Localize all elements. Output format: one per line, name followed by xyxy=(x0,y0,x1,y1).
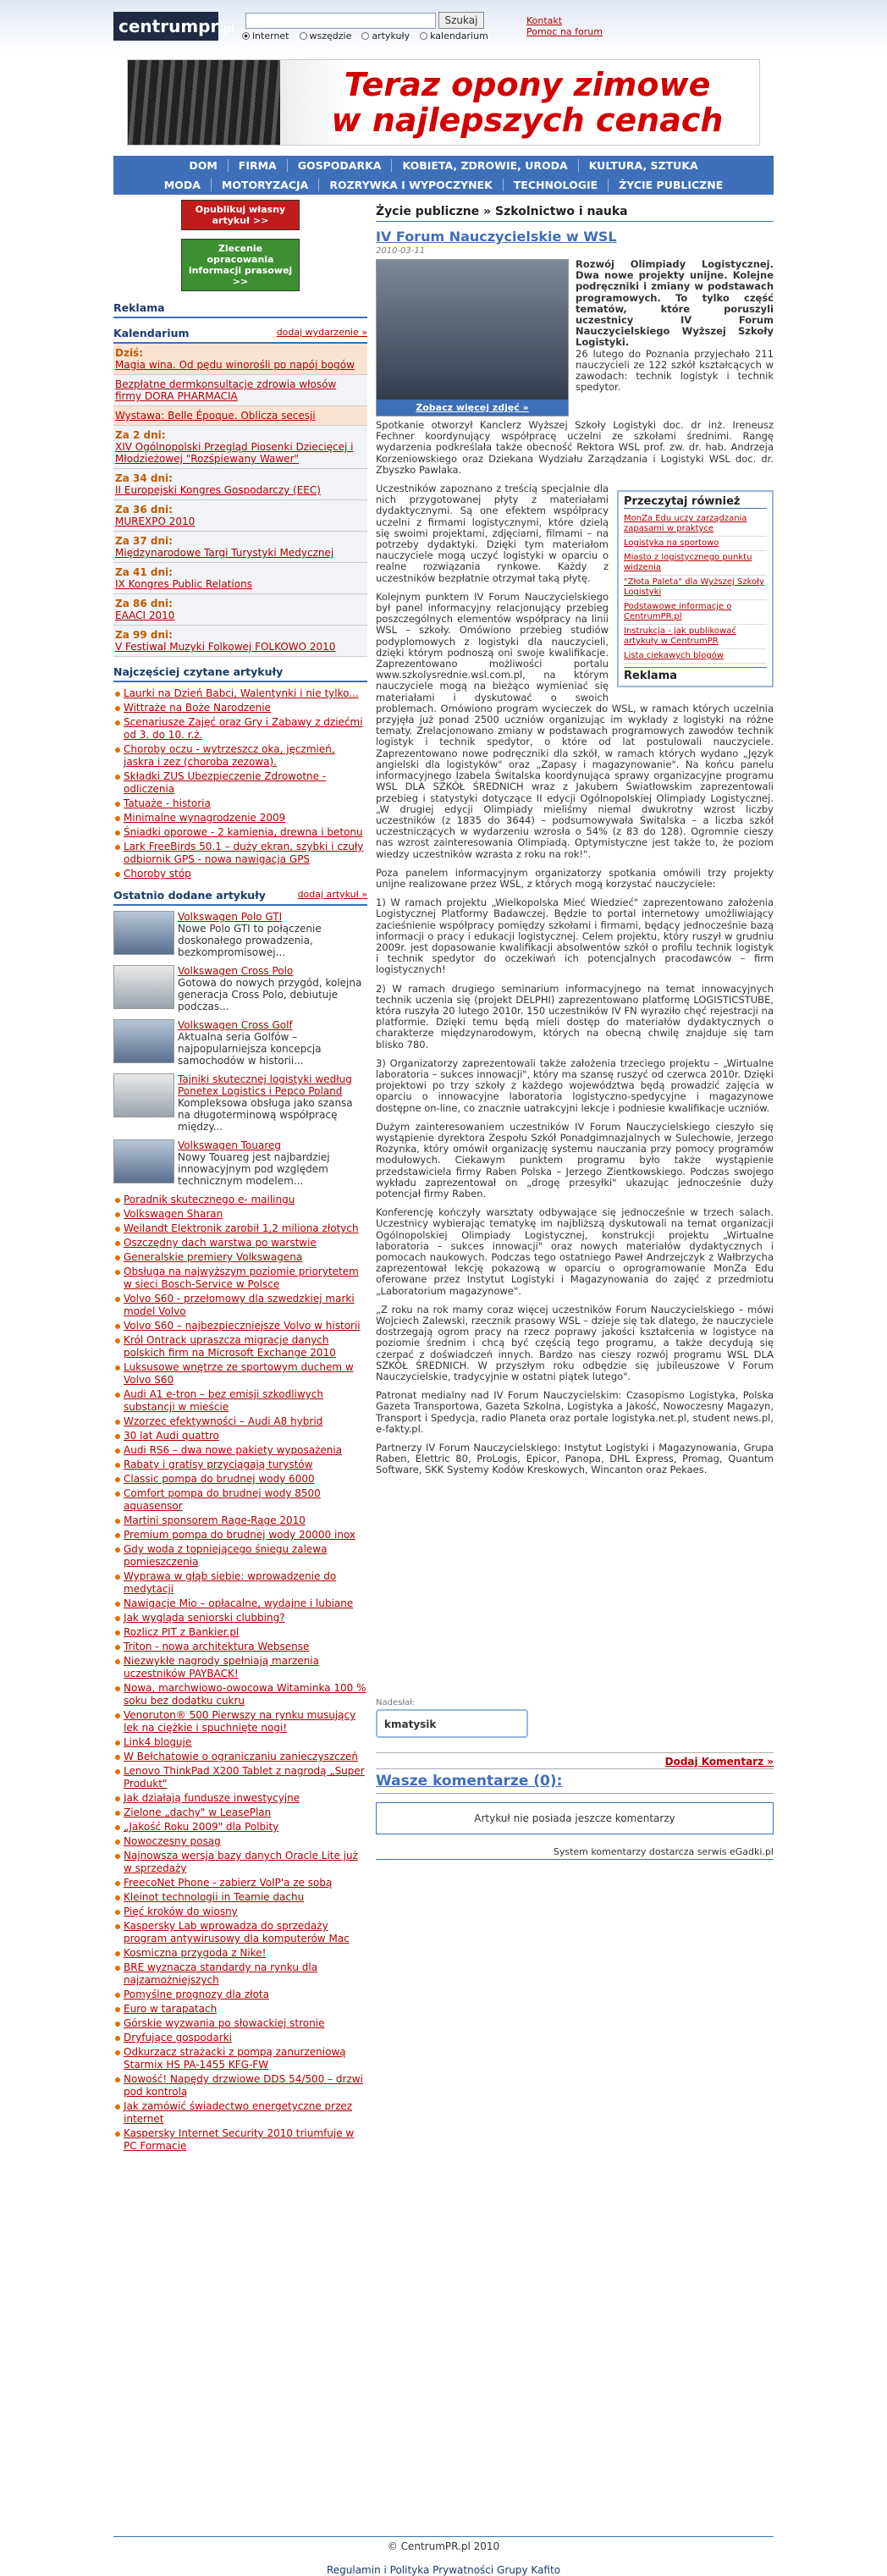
nav-item[interactable]: DOM xyxy=(179,159,228,172)
event-link[interactable]: V Festiwal Muzyki Folkowej FOLKOWO 2010 xyxy=(115,641,336,653)
nav-item[interactable]: GOSPODARKA xyxy=(288,159,393,172)
breadcrumb[interactable]: Życie publiczne » Szkolnictwo i nauka xyxy=(376,205,774,222)
heading-text: Kalendarium xyxy=(113,327,190,339)
recent-article-link[interactable]: Wzorzec efektywności – Audi A8 hybrid xyxy=(124,1415,323,1427)
logo-tld: .pl xyxy=(218,23,235,36)
article-title[interactable]: IV Forum Nauczycielskie w WSL xyxy=(376,229,617,245)
read-also-box xyxy=(617,490,774,687)
popular-article-link[interactable]: Śniadki oporowe - 2 kamienia, drewna i betonu xyxy=(124,826,363,838)
main-nav xyxy=(113,156,774,195)
recent-article-link[interactable]: Generalskie premiery Volkswagena xyxy=(124,1251,303,1263)
list-item xyxy=(113,1626,367,1639)
event-date: Za 86 dni: xyxy=(115,598,173,610)
article-paragraph: 3) Organizatorzy zaprezentowali także założenia trzeciego projektu – „Wirtualne laboratoria – sukces innowacji", który ma szansę ruszyć od czerwca 2010r. Dzięki projektowi po trzy szkoły z każdego województwa będą prowadzić zajęcia w oparciu o innowacyjne laboratoria logistyczno-spedycyjne i magazynowe dostępne on-line, co znacznie uatrakcyjni lekcje i podniesie kwalifikacje uczniów. xyxy=(376,1056,774,1114)
scope-calendar[interactable] xyxy=(420,30,488,41)
list-item xyxy=(113,1736,367,1749)
read-also-link[interactable]: Logistyka na sportowo xyxy=(624,537,767,551)
list-item xyxy=(113,1612,367,1624)
article-paragraph: Konferencję kończyły warsztaty odbywające się jednocześnie w trzech salach. Uczestnicy wybierając tematykę im najbliższą dyskutowali na temat organizacji Ogólnopolskiej Olimpiady Logistycznej, konstrukcji projektu „Wirtualne laboratoria – sukces innowacji" oraz nowych materiałów dydaktycznych i pomocach naukowych. Podczas tego ostatniego Paweł Andrzejczyk z Wałbrzycha zaprezentował lekcję pokazową w oparciu o oprogramowanie MonZa Edu oferowane przez Instytut Logistyki i Magazynowania do zajęć z przedmiotu „Laboratorium magazynowe". xyxy=(376,1206,774,1297)
list-item xyxy=(113,1208,367,1221)
list-item xyxy=(113,2073,367,2099)
more-photos-link[interactable]: Zobacz więcej zdjęć » xyxy=(377,400,568,416)
header xyxy=(0,0,887,52)
article-thumbnail[interactable] xyxy=(113,965,174,1009)
recent-article-link[interactable]: Rabaty i gratisy przyciągają turystów xyxy=(124,1459,313,1470)
article-date: 2010-03-11 xyxy=(376,246,426,256)
recent-article-link[interactable]: Kleinot technologii in Teamie dachu xyxy=(124,1891,305,1903)
recent-article-link[interactable]: Venoruton® 500 Pierwszy na rynku musujący lek na ciężkie i spuchnięte nogi! xyxy=(124,1709,356,1734)
list-item xyxy=(113,1792,367,1805)
recent-article-link[interactable]: Kaspersky Internet Security 2010 triumfuje w PC Formacie xyxy=(124,2127,355,2152)
ad-banner[interactable] xyxy=(127,59,760,146)
article-text xyxy=(178,965,367,1012)
list-item xyxy=(113,687,367,700)
list-item xyxy=(113,2046,367,2071)
nav-item[interactable]: TECHNOLOGIE xyxy=(504,179,609,191)
scope-internet[interactable] xyxy=(242,30,289,41)
no-comments-message: Artykuł nie posiada jeszcze komentarzy xyxy=(376,1802,774,1834)
list-item xyxy=(113,1459,367,1471)
list-item xyxy=(113,1415,367,1428)
article-text xyxy=(178,1073,367,1133)
event-link[interactable]: MUREXPO 2010 xyxy=(115,516,196,527)
scope-label: internet xyxy=(252,30,289,41)
nav-item[interactable]: ŻYCIE PUBLICZNE xyxy=(619,179,724,191)
read-also-link[interactable]: Instrukcja - jak publikować artykuły w CentrumPR xyxy=(624,625,767,649)
article-thumbnail[interactable] xyxy=(113,1139,174,1183)
calendar-event xyxy=(113,500,367,532)
event-date: Za 2 dni: xyxy=(115,429,166,441)
calendar-event xyxy=(113,626,367,657)
list-item xyxy=(113,1709,367,1735)
banner-text xyxy=(307,67,747,138)
recent-article-link[interactable]: Górskie wyzwania po słowackiej stronie xyxy=(124,2017,325,2029)
heading-text: Najczęściej czytane artykuły xyxy=(113,665,284,678)
banner-line: Teraz opony zimowe xyxy=(344,66,711,103)
comments-section xyxy=(376,1752,774,1860)
article-paragraph: Dużym zainteresowaniem uczestników IV Forum Nauczycielskiego cieszyło się wystąpienie dyrektora Zespołu Szkół Ponadgimnazjalnych w Sulechowie, Jerzego Rozynka, który omówił organizację systemu nauczania przy pomocy programów modułowych. Ciekawym punktem programu było także wystąpienie przedstawiciela firmy Raben Polska – Jerzego Zientkowskiego. Podczas swojego wykładu zaprezentował on „drogę przesyłki" ukazując jednocześnie duży potencjał firmy Raben. xyxy=(376,1120,774,1200)
list-item xyxy=(113,1850,367,1875)
article-paragraph: Kolejnym punktem IV Forum Nauczycielskiego był panel informacyjny relacjonujący przebieg poszczególnych elementów współpracy na linii WSL – szkoły. Omówiono przebieg studiów podyplomowych z logistyki dla nauczycieli, dzięki którym podnoszą oni swoje kwalifikacje. Zaprezentowano możliwości portalu www.szkolysrednie.wsl.com.pl, na którym nauczyciele mogą na bieżąco wymieniać się materiałami i dyskutować o swoich problemach. Omówiono program wycieczek do WSL, w ramach których uczelnia przyjęła już ponad 2500 uczniów organizując im wykłady z logistyki na różne tematy. Zrelacjonowano zmiany w podstawach programowych zawodów technik logistyk i technik spedytor, o które od lat postulowali nauczyciele. Zaprezentowano nowe podręczniki dla szkół, w ramach których wydano „Język angielski dla logistyków" oraz „Zapasy i magazynowanie". Na końcu panelu informacyjnego Izabela Świtalska koordynująca sprawy organizacyjne programu WSL DLA SZKÓŁ ŚREDNICH wraz z Jakubem Światłowskim zaprezentowali przebieg i statystyki dotyczące II edycji Ogólnopolskiej Olimpiady Logistycznej. „W drugiej edycji Olimpiady mieliśmy niemal dwukrotny wzrost liczby uczestników (z 1835 do 3644) – podsumowywała Świtalska – a liczba szkół uczestniczących w wydarzeniu wzrosła o 54% (z 83 do 128). Ogromnie cieszy nas wzrost zainteresowania Olimpiadą. Optymistyczne jest także to, że poziom wiedzy uczestników wzrasta z roku na rok!". xyxy=(376,590,774,860)
article-paragraph: Spotkanie otworzył Kanclerz Wyższej Szkoły Logistyki doc. dr inż. Ireneusz Fechner koordynujący współpracę uczelni ze szkołami średnimi. Rangę wydarzenia podkreślała także obecność Rektora WSL prof. zw. dr. hab. Andrzeja Korzeniowskiego oraz Dziekana Wydziału Zarządzania i Logistyki WSL doc. dr. Zbyszko Pawlaka. xyxy=(376,419,774,476)
list-item xyxy=(113,2017,367,2030)
recent-article-link[interactable]: Najnowsza wersja bazy danych Oracle Lite już w sprzedaży xyxy=(124,1850,358,1874)
banner-line: w najlepszych cenach xyxy=(331,102,724,139)
article-thumbnail[interactable] xyxy=(113,1073,174,1117)
section-recent-heading xyxy=(113,887,367,906)
list-item xyxy=(113,1906,367,1918)
recent-article-link[interactable]: Król Ontrack upraszcza migracje danych polskich firm na Microsoft Exchange 2010 xyxy=(124,1334,336,1359)
list-item xyxy=(113,1807,367,1819)
recent-article-link[interactable]: Premium pompa do brudnej wody 20000 inox xyxy=(124,1529,356,1541)
list-item xyxy=(113,1751,367,1763)
list-item xyxy=(113,1682,367,1707)
footer xyxy=(113,2536,774,2576)
article-paragraph: Poza panelem informacyjnym organizatorzy spotkania omówili trzy projekty unijne realizowane przez WSL, z których mogą korzystać nauczyciele: xyxy=(376,866,774,890)
popular-article-link[interactable]: Choroby stóp xyxy=(124,868,191,880)
recent-article-link[interactable]: Jak wygląda seniorski clubbing? xyxy=(124,1612,285,1624)
add-comment-link[interactable]: Dodaj Komentarz » xyxy=(664,1756,774,1768)
event-link[interactable]: II Europejski Kongres Gospodarczy (EEC) xyxy=(115,484,321,496)
scope-everywhere[interactable] xyxy=(300,30,352,41)
scope-articles[interactable] xyxy=(361,30,410,41)
scope-label: kalendarium xyxy=(430,30,488,41)
list-item xyxy=(113,812,367,825)
list-item xyxy=(113,1877,367,1889)
recent-article-link[interactable]: Audi A1 e-tron – bez emisji szkodliwych substancji w mieście xyxy=(124,1388,323,1413)
heading-text: Ostatnio dodane artykuły xyxy=(113,889,266,902)
comments-title: Wasze komentarze (0): xyxy=(376,1773,774,1794)
article-title-link[interactable]: Volkswagen Cross Polo xyxy=(178,965,294,977)
section-calendar-heading xyxy=(113,325,367,344)
list-item xyxy=(113,2100,367,2126)
read-also-link[interactable]: Podstawowe informacje o CentrumPR.pl xyxy=(624,600,767,625)
recent-article-link[interactable]: W Bełchatowie o ograniczaniu zanieczyszczeń xyxy=(124,1751,359,1762)
article-desc: Gotowa do nowych przygód, kolejna generacja Cross Polo, debiutuje podczas... xyxy=(178,977,362,1012)
logo-text: centrumpr xyxy=(118,16,219,36)
popular-article-link[interactable]: Scenariusze Zajęć oraz Gry i Zabawy z dziećmi od 3. do 10. r.ż. xyxy=(124,716,363,741)
list-item xyxy=(113,1388,367,1414)
list-item xyxy=(113,1237,367,1249)
read-also-link[interactable]: MonZa Edu uczy zarządzania zapasami w praktyce xyxy=(624,512,767,537)
recent-article-link[interactable]: Volkswagen Sharan xyxy=(124,1208,223,1220)
article-title-link[interactable]: Volkswagen Polo GTI xyxy=(178,911,283,923)
recent-article-link[interactable]: Zielone „dachy" w LeasePlan xyxy=(124,1807,272,1818)
list-item xyxy=(113,1655,367,1680)
recent-article-link[interactable]: Nawigacje Mio – opłacalne, wydajne i lubiane xyxy=(124,1597,354,1609)
copyright: © CentrumPR.pl 2010 xyxy=(113,2536,774,2552)
article-text xyxy=(178,1139,367,1187)
recent-article-link[interactable]: Volvo S60 – najbezpieczniejsze Volvo w historii xyxy=(124,1320,361,1332)
author-name[interactable]: kmatysik xyxy=(376,1709,528,1738)
heading-text: Reklama xyxy=(113,301,165,314)
calendar-event xyxy=(113,344,367,375)
author-label: Nadesłał: xyxy=(376,1698,416,1707)
list-item xyxy=(113,2127,367,2153)
recent-article-link[interactable]: Nowa, marchwiowo-owocowa Witaminka 100 % soku bez dodatku cukru xyxy=(124,1682,366,1707)
article-paragraph: Patronat medialny nad IV Forum Nauczycielskim: Czasopismo Logistyka, Polska Gazeta Transportowa, Gazeta Szkolna, Logistyka a Jakość, Nowoczesny Magazyn, Transport i Spedycja, radio Planeta oraz portale logistyka.net.pl, student news.pl, e-fakty.pl. xyxy=(376,1389,774,1435)
recent-article-link[interactable]: Odkurzacz strażacki z pompą zanurzeniową Starmix HS PA-1455 KFG-FW xyxy=(124,2046,346,2071)
article-desc: Nowy Touareg jest najbardziej innowacyjnym pod względem technicznym modelem... xyxy=(178,1151,330,1187)
recent-article-link[interactable]: Gdy woda z topniejącego śniegu zalewa pomieszczenia xyxy=(124,1543,328,1568)
list-item xyxy=(113,1529,367,1542)
recent-article-link[interactable]: Pomyślne prognozy dla złota xyxy=(124,1989,269,2000)
list-item xyxy=(113,716,367,742)
nav-item[interactable]: ROZRYWKA I WYPOCZYNEK xyxy=(319,179,503,191)
list-item xyxy=(113,1444,367,1457)
radio-icon xyxy=(242,32,250,40)
recent-article xyxy=(113,965,367,1012)
popular-article-link[interactable]: Tatuaże - historia xyxy=(124,797,211,809)
radio-icon xyxy=(361,32,369,40)
recent-article-link[interactable]: Obsługa na najwyższym poziomie priorytetem w sieci Bosch-Service w Polsce xyxy=(124,1266,359,1290)
popular-article-link[interactable]: Minimalne wynagrodzenie 2009 xyxy=(124,812,286,824)
recent-article-link[interactable]: Luksusowe wnętrze ze sportowym duchem w Volvo S60 xyxy=(124,1361,354,1386)
recent-article xyxy=(113,1139,367,1187)
recent-article-link[interactable]: BRE wyznacza standardy na rynku dla najzamożniejszych xyxy=(124,1961,318,1986)
event-date: Dziś: xyxy=(115,347,143,359)
recent-article-link[interactable]: Weilandt Elektronik zarobił 1,2 miliona złotych xyxy=(124,1222,359,1234)
left-sidebar xyxy=(113,200,367,2154)
recent-article-link[interactable]: Poradnik skutecznego e- mailingu xyxy=(124,1194,295,1205)
section-ads-heading xyxy=(113,300,367,318)
read-also-title: Przeczytaj również xyxy=(624,495,767,509)
author-box xyxy=(376,1698,774,1738)
list-item xyxy=(113,770,367,796)
contact-link[interactable]: Kontakt xyxy=(526,15,563,26)
list-item xyxy=(113,1947,367,1960)
section-popular-heading xyxy=(113,664,367,682)
recent-article-link[interactable]: Lenovo ThinkPad X200 Tablet z nagrodą „Super Produkt" xyxy=(124,1765,365,1790)
recent-article xyxy=(113,1073,367,1133)
event-link[interactable]: EAACI 2010 xyxy=(115,610,175,621)
recent-article-link[interactable]: 30 lat Audi quattro xyxy=(124,1430,219,1442)
nav-item[interactable]: MOTORYZACJA xyxy=(212,179,319,191)
recent-article-link[interactable]: Jak działają fundusze inwestycyjne xyxy=(124,1792,300,1804)
recent-article-link[interactable]: „Jakość Roku 2009" dla Polbity xyxy=(124,1821,279,1833)
read-also-link[interactable]: Lista ciekawych blogów xyxy=(624,649,767,664)
recent-article xyxy=(113,911,367,958)
recent-article-link[interactable]: Jak zamówić świadectwo energetyczne przez internet xyxy=(124,2100,353,2125)
article-title-link[interactable]: Tajniki skutecznej logistyki według Ponetex Logistics i Pepco Poland xyxy=(178,1073,352,1097)
list-item xyxy=(113,1765,367,1790)
calendar-event xyxy=(113,426,367,469)
recent-article-link[interactable]: Rozlicz PIT z Bankier.pl xyxy=(124,1626,240,1638)
event-date: Za 41 dni: xyxy=(115,566,173,578)
recent-article-link[interactable]: Dryfujące gospodarki xyxy=(124,2032,232,2044)
scope-label: artykuły xyxy=(372,30,410,41)
nav-item[interactable]: FIRMA xyxy=(229,159,288,172)
tires-image xyxy=(128,60,280,146)
list-item xyxy=(113,1266,367,1291)
list-item xyxy=(113,743,367,769)
search-input[interactable] xyxy=(245,13,436,29)
main-content xyxy=(376,200,774,1484)
list-item xyxy=(113,1514,367,1527)
list-item xyxy=(113,1543,367,1569)
calendar-event xyxy=(113,406,367,426)
recent-article-link[interactable]: Wyprawa w głąb siebie: wprowadzenie do medytacji xyxy=(124,1570,337,1595)
article-text xyxy=(178,911,367,958)
read-also-link[interactable]: Miasto z logistycznego punktu widzenia xyxy=(624,551,767,576)
list-item xyxy=(113,841,367,866)
recent-article-link[interactable]: Nowoczesny posag xyxy=(124,1835,221,1847)
article-title-link[interactable]: Volkswagen Cross Golf xyxy=(178,1019,293,1031)
article-paragraph: Partnerzy IV Forum Nauczycielskiego: Instytut Logistyki i Magazynowania, Grupa Raben, Elettric 80, ProLogis, Epicor, Panopa, DHL Express, Promag, Quantum Software, SKK Systemy Kodów Kreskowych, Wincanton oraz Pekaes. xyxy=(376,1442,774,1476)
list-item xyxy=(113,1961,367,1987)
recent-article-link[interactable]: Nowość! Napędy drzwiowe DDS 54/500 – drzwi pod kontrolą xyxy=(124,2073,363,2098)
search-button[interactable]: Szukaj xyxy=(438,12,484,29)
nav-item[interactable]: KOBIETA, ZDROWIE, URODA xyxy=(392,159,578,172)
article-thumbnail[interactable] xyxy=(113,911,174,955)
recent-article-link[interactable]: Audi RS6 – dwa nowe pakiety wyposażenia xyxy=(124,1444,343,1456)
recent-article-link[interactable]: Link4 blogujе xyxy=(124,1736,192,1748)
popular-article-link[interactable]: Choroby oczu - wytrzeszcz oka, jęczmień, jaskra i zez (choroba zezowa). xyxy=(124,743,335,768)
site-logo[interactable] xyxy=(113,12,235,41)
event-link[interactable]: Bezpłatne dermkonsultacje zdrowia włosów firmy DORA PHARMACIA xyxy=(115,378,337,402)
list-item xyxy=(113,797,367,810)
list-item xyxy=(113,1570,367,1596)
recent-article-link[interactable]: Volvo S60 - przełomowy dla szwedzkiej marki model Volvo xyxy=(124,1293,355,1317)
event-link[interactable]: Magia wina. Od pędu winorośli po napój bogów xyxy=(115,359,355,371)
event-date: Za 99 dni: xyxy=(115,629,173,641)
event-date: Za 36 dni: xyxy=(115,504,173,516)
popular-article-link[interactable]: Wittraże na Boże Narodzenie xyxy=(124,702,271,714)
list-item xyxy=(113,1361,367,1387)
list-item xyxy=(113,1835,367,1848)
article-paragraph: Uczestników zapoznano z treścią specjalnie dla nich przygotowanej płyty z materiałami dydaktycznymi. Są one efektem współpracy uczelni z firmami logistycznymi, które dzielą się swoimi projektami, zdjęciami, filmami – na potrzeby dydaktyki. Dzięki tym materiałom nauczyciele mogą uczyć logistyki w oparciu o realne rozwiązania rynkowe. Każdy z uczestników bezpłatnie otrzymał taką płytę. xyxy=(376,483,609,584)
list-item xyxy=(113,1821,367,1834)
event-link[interactable]: IX Kongres Public Relations xyxy=(115,578,252,590)
comments-provider[interactable]: System komentarzy dostarcza serwis eGadki.pl xyxy=(376,1846,774,1860)
recent-article-link[interactable]: Niezwykłe nagrody spełniają marzenia uczestników PAYBACK! xyxy=(124,1655,319,1680)
event-date: Za 37 dni: xyxy=(115,535,173,547)
list-item xyxy=(113,1251,367,1264)
recent-article-link[interactable]: Classic pompa do brudnej wody 6000 xyxy=(124,1473,315,1485)
list-item xyxy=(113,1430,367,1442)
article-title-link[interactable]: Volkswagen Touareg xyxy=(178,1139,282,1151)
order-press-release-button[interactable]: Zlecenie opracowania informacji prasowej >> xyxy=(181,239,300,291)
list-item xyxy=(113,1473,367,1486)
list-item xyxy=(113,2032,367,2044)
event-link[interactable]: XIV Ogólnopolski Przegląd Piosenki Dziecięcej i Młodzieżowej "Rozśpiewany Wawer" xyxy=(115,441,354,465)
list-item xyxy=(113,1320,367,1332)
list-item xyxy=(113,1891,367,1904)
article-desc: Nowe Polo GTI to połączenie doskonałego prowadzenia, bezkompromisowej... xyxy=(178,923,322,958)
read-also-link[interactable]: "Złota Paleta" dla Wyższej Szkoły Logistyki xyxy=(624,576,767,600)
footer-links[interactable]: Regulamin i Polityka Prywatności Grupy Kafito xyxy=(326,2564,561,2576)
list-item xyxy=(113,1222,367,1235)
event-link[interactable]: Wystawa: Belle Époque. Oblicza secesji xyxy=(115,410,316,422)
event-date: Za 34 dni: xyxy=(115,472,173,484)
nav-item[interactable]: KULTURA, SZTUKA xyxy=(588,159,698,172)
list-item xyxy=(113,1989,367,2001)
list-item xyxy=(113,1334,367,1360)
article-desc: Aktualna seria Golfów – najpopularniejsza koncepcja samochodów w historii... xyxy=(178,1031,322,1067)
popular-article-link[interactable]: Laurki na Dzień Babci, Walentynki i nie tylko... xyxy=(124,687,359,699)
top-links xyxy=(526,15,603,37)
recent-article-link[interactable]: FreecoNet Phone - zabierz VoIP'a ze sobą xyxy=(124,1877,333,1889)
read-also-ads: Reklama xyxy=(624,667,767,682)
popular-article-link[interactable]: Składki ZUS Ubezpieczenie Zdrowotne - odliczenia xyxy=(124,770,327,795)
article-paragraph: 1) W ramach projektu „Wielkopolska Mieć Wiedzieć" zaprezentowano założenia Logistycznej Platformy Badawczej. Będzie to portal internetowy umożliwiający zacieśnienie współpracy pomiędzy szkołami i firmami, będący jednocześnie bazą informacji o pracy i edukacji logistycznej. Celem projektu, który ruszył w grudniu 2009r. jest dopasowanie kwalifikacji absolwentów szkół o profilu technik logistyk i technik spedytor do oczekiwań ich potencjalnych pracodawców – firm logistycznych! xyxy=(376,896,774,976)
recent-article-link[interactable]: Oszczędny dach warstwa po warstwie xyxy=(124,1237,317,1249)
article-lead2: 26 lutego do Poznania przyjechało 211 nauczycieli ze 122 szkół kształcących w zawodach: technik logistyk i technik spedytor. xyxy=(576,347,774,394)
popular-article-link[interactable]: Lark FreeBirds 50.1 – duży ekran, szybki i czuły odbiornik GPS - nowa nawigacja GPS xyxy=(124,841,364,865)
article-desc: Kompleksowa obsługa jako szansa na długoterminową współpracę między... xyxy=(178,1097,353,1133)
list-item xyxy=(113,2003,367,2016)
article-lead: Rozwój Olimpiady Logistycznej. Dwa nowe projekty unijne. Kolejne podręczniki i zmiany w podstawach programowych. To tylko część tematów, które poruszyli uczestnicy IV Forum Nauczycielskiego Wyższej Szkoły Logistyki. xyxy=(576,258,774,349)
article-text xyxy=(178,1019,367,1067)
article-photo[interactable] xyxy=(376,259,569,416)
recent-article-link[interactable]: Martini sponsorem Rage-Rage 2010 xyxy=(124,1514,306,1526)
calendar-event xyxy=(113,594,367,626)
calendar-event xyxy=(113,532,367,563)
event-link[interactable]: Międzynarodowe Targi Turystyki Medycznej xyxy=(115,547,334,559)
recent-article-link[interactable]: Euro w tarapatach xyxy=(124,2003,218,2015)
calendar-event xyxy=(113,375,367,406)
list-item xyxy=(113,1597,367,1610)
search-scope-options xyxy=(242,30,488,41)
list-item xyxy=(113,826,367,839)
radio-icon xyxy=(300,32,307,40)
list-item xyxy=(113,1194,367,1206)
article-thumbnail[interactable] xyxy=(113,1019,174,1063)
article-paragraph: „Z roku na rok mamy coraz więcej uczestników Forum Nauczycielskiego – mówi Wojciech Zalewski, rzecznik prasowy WSL – dzieje się tak dlatego, że nauczyciele dostrzegają ogrom pracy na rzecz poprawy jakości kształcenia w logistyce na poziomie średnim i chcą być częścią tego programu, a także decydują się czerpać z doświadczeń innych. Bardzo nas cieszy rozwój programu WSL DLA SZKÓŁ ŚREDNICH. W przyszłym roku odbędzie się jubileuszowe V Forum Nauczycielskie, tradycyjnie w ostatni piątek lutego". xyxy=(376,1303,774,1383)
calendar-event xyxy=(113,469,367,500)
list-item xyxy=(113,1293,367,1318)
add-article-link[interactable]: dodaj artykuł » xyxy=(297,889,367,900)
calendar-event xyxy=(113,563,367,594)
recent-article-link[interactable]: Kosmiczna przygoda z Nike! xyxy=(124,1947,267,1959)
recent-article-link[interactable]: Comfort pompa do brudnej wody 8500 aquasensor xyxy=(124,1487,321,1512)
recent-article xyxy=(113,1019,367,1067)
list-item xyxy=(113,1487,367,1513)
list-item xyxy=(113,1920,367,1945)
article-paragraph: 2) W ramach drugiego seminarium informacyjnego na temat innowacyjnych technik uczenia się (projekt DELPHI) zaprezentowano platformę LOGISTICSTUBE, która ruszyła 20 lutego 2010r. 150 uczestników IV FN wyraziło chęć rejestracji na platformie. Dzięki temu będą mieli dostęp do materiałów dydaktycznych o charakterze międzynarodowym, których na obecną chwilę znajduje się tam blisko 780. xyxy=(376,982,774,1051)
list-item xyxy=(113,868,367,880)
recent-article-link[interactable]: Triton - nowa architektura Websense xyxy=(124,1641,310,1652)
add-event-link[interactable]: dodaj wydarzenie » xyxy=(276,327,367,338)
list-item xyxy=(113,702,367,714)
nav-item[interactable]: MODA xyxy=(154,179,212,191)
list-item xyxy=(113,1641,367,1653)
radio-icon xyxy=(420,32,427,40)
recent-article-link[interactable]: Pięć kroków do wiosny xyxy=(124,1906,238,1917)
scope-label: wszędzie xyxy=(309,30,352,41)
forum-help-link[interactable]: Pomoc na forum xyxy=(526,26,603,37)
publish-article-button[interactable]: Opublikuj własny artykuł >> xyxy=(181,200,300,230)
recent-article-link[interactable]: Kaspersky Lab wprowadza do sprzedaży program antywirusowy dla komputerów Mac xyxy=(124,1920,350,1944)
